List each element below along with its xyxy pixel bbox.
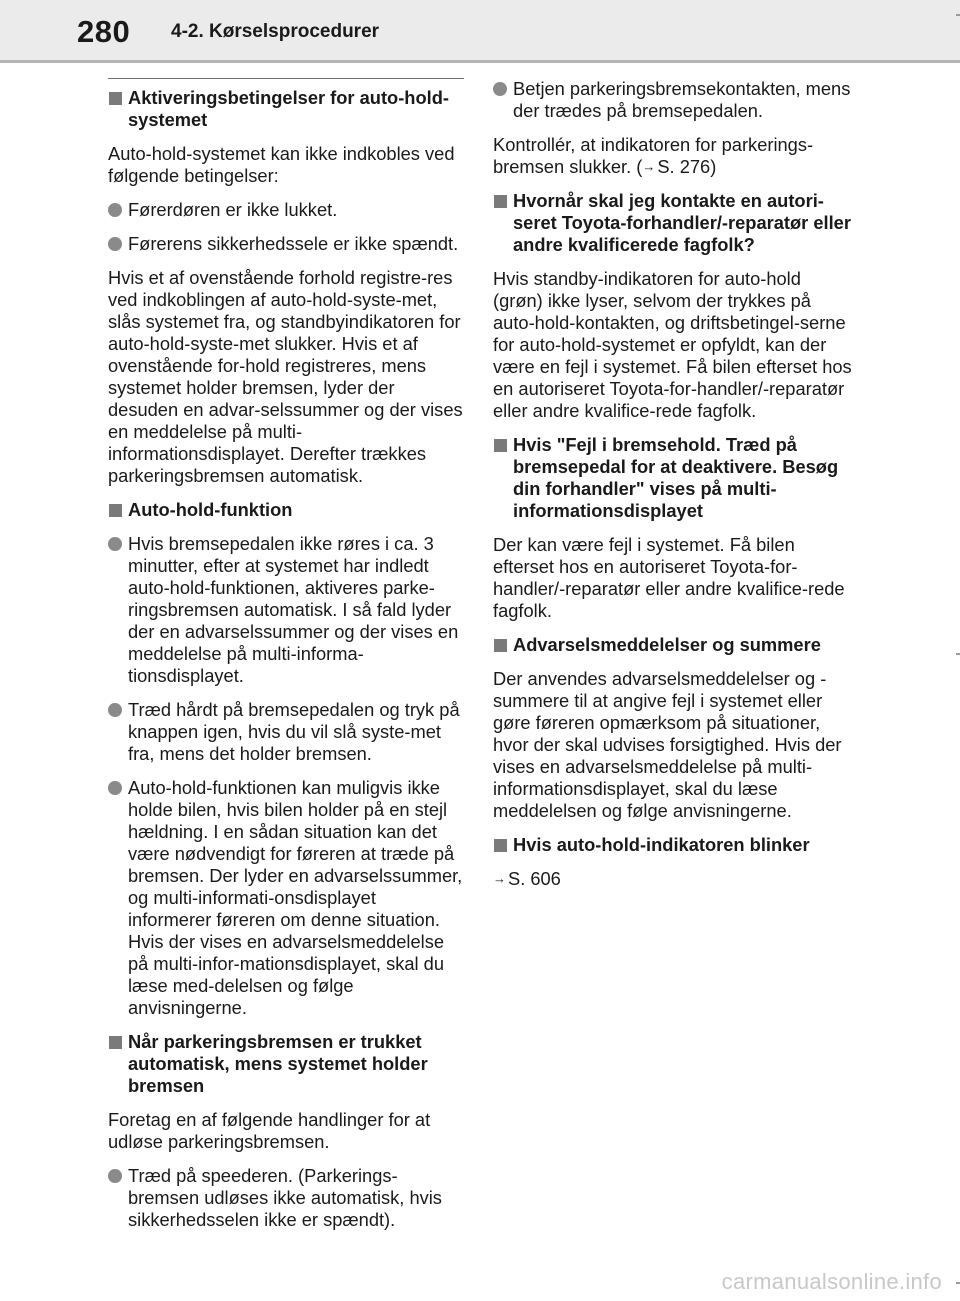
paragraph: Auto-hold-systemet kan ikke indkobles ved følgende betingelser: bbox=[108, 143, 455, 186]
circle-bullet-icon bbox=[108, 781, 122, 795]
right-column bbox=[493, 78, 855, 902]
arrow-right-icon: → bbox=[493, 871, 506, 886]
page-reference-link[interactable]: S. 606 bbox=[508, 868, 561, 889]
heading-warnings-buzzers: Advarselsmeddelelser og summere bbox=[493, 634, 855, 656]
circle-bullet-icon bbox=[108, 1169, 122, 1183]
page-number: 280 bbox=[77, 14, 131, 49]
circle-bullet-icon bbox=[108, 203, 122, 217]
square-bullet-icon bbox=[109, 1036, 122, 1049]
paragraph: Der kan være fejl i systemet. Få bilen efterset hos en autoriseret Toyota-for-handler/-reparatør eller andre kvalifice-rede fagfolk. bbox=[493, 534, 845, 621]
square-bullet-icon bbox=[109, 92, 122, 105]
circle-bullet-icon bbox=[108, 703, 122, 717]
section-title: 4-2. Kørselsprocedurer bbox=[171, 21, 380, 42]
list-item: Auto-hold-funktionen kan muligvis ikke holde bilen, hvis bilen holder på en stejl hældning. I en sådan situation kan det være nødvendigt for føreren at træde på bremsen. Der lyder en advarselssummer, og multi-informati-onsdisplayet informerer føreren om denne situation. Hvis der vises en advarselsmeddelelse på multi-infor-mationsdisplayet, skal du læse med-delelsen og følge anvisningerne. bbox=[108, 777, 464, 1019]
top-rule bbox=[108, 78, 464, 79]
heading-auto-hold-function: Auto-hold-funktion bbox=[108, 499, 464, 521]
margin-tick bbox=[956, 1282, 960, 1284]
list-item: Betjen parkeringsbremsekontakten, mens der trædes på bremsepedalen. bbox=[493, 78, 855, 122]
list-item: Førerens sikkerhedssele er ikke spændt. bbox=[108, 233, 464, 255]
circle-bullet-icon bbox=[108, 237, 122, 251]
square-bullet-icon bbox=[109, 504, 122, 517]
heading-indicator-blinks: Hvis auto-hold-indikatoren blinker bbox=[493, 834, 855, 856]
heading-activation-conditions: Aktiveringsbetingelser for auto-hold-systemet bbox=[108, 87, 464, 131]
square-bullet-icon bbox=[494, 639, 507, 652]
heading-brake-hold-error: Hvis "Fejl i bremsehold. Træd på bremsepedal for at deaktivere. Besøg din forhandler" vises på multi-informationsdisplayet bbox=[493, 434, 855, 522]
page-reference bbox=[493, 868, 855, 890]
paragraph: Der anvendes advarselsmeddelelser og -summere til at angive fejl i systemet eller gøre føreren opmærksom på situationer, hvor der skal udvises forsigtighed. Hvis der vises en advarselsmeddelelse på multi-informationsdisplayet, skal du læse meddelelsen og følge anvisningerne. bbox=[493, 668, 842, 821]
list-item: Førerdøren er ikke lukket. bbox=[108, 199, 464, 221]
paragraph: Hvis et af ovenstående forhold registre-res ved indkoblingen af auto-hold-syste-met, slås systemet fra, og standbyindikatoren for auto-hold-syste-met slukker. Hvis et af ovenstående for-hold registreres, mens systemet holder bremsen, lyder der desuden en advar-selssummer og der vises en meddelelse på multi-informationsdisplayet. Derefter trækkes parkeringsbremsen automatisk. bbox=[108, 267, 463, 486]
square-bullet-icon bbox=[494, 439, 507, 452]
square-bullet-icon bbox=[494, 195, 507, 208]
margin-tick bbox=[956, 14, 960, 16]
heading-parking-brake-applied: Når parkeringsbremsen er trukket automatisk, mens systemet holder bremsen bbox=[108, 1031, 464, 1097]
list-item: Træd på speederen. (Parkerings-bremsen udløses ikke automatisk, hvis sikkerhedsselen ikke er spændt). bbox=[108, 1165, 464, 1231]
page-reference-link[interactable]: S. 276) bbox=[657, 156, 717, 177]
circle-bullet-icon bbox=[493, 82, 507, 96]
square-bullet-icon bbox=[494, 839, 507, 852]
paragraph: Hvis standby-indikatoren for auto-hold (grøn) ikke lyser, selvom der trykkes på auto-hold-kontakten, og driftsbetingel-serne for auto-hold-systemet er opfyldt, kan der være en fejl i systemet. Få bilen efterset hos en autoriseret Toyota-for-handler/-reparatør eller andre kvalifice-rede fagfolk. bbox=[493, 268, 852, 421]
heading-contact-dealer: Hvornår skal jeg kontakte en autori-seret Toyota-forhandler/-reparatør eller andre kvalificerede fagfolk? bbox=[493, 190, 855, 256]
circle-bullet-icon bbox=[108, 537, 122, 551]
paragraph: Kontrollér, at indikatoren for parkerings-bremsen slukker. (→ S. 276) bbox=[493, 134, 814, 177]
arrow-right-icon: → bbox=[642, 159, 656, 174]
page-header bbox=[0, 0, 960, 63]
list-item: Hvis bremsepedalen ikke røres i ca. 3 minutter, efter at systemet har indledt auto-hold-funktionen, aktiveres parke-ringsbremsen automatisk. I så fald lyder der en advarselssummer og der vises en meddelelse på multi-informa-tionsdisplayet. bbox=[108, 533, 464, 687]
left-column bbox=[108, 78, 464, 1243]
margin-tick bbox=[956, 653, 960, 655]
watermark: carmanualsonline.info bbox=[721, 1269, 942, 1294]
paragraph: Foretag en af følgende handlinger for at udløse parkeringsbremsen. bbox=[108, 1109, 431, 1152]
list-item: Træd hårdt på bremsepedalen og tryk på knappen igen, hvis du vil slå syste-met fra, mens det holder bremsen. bbox=[108, 699, 464, 765]
